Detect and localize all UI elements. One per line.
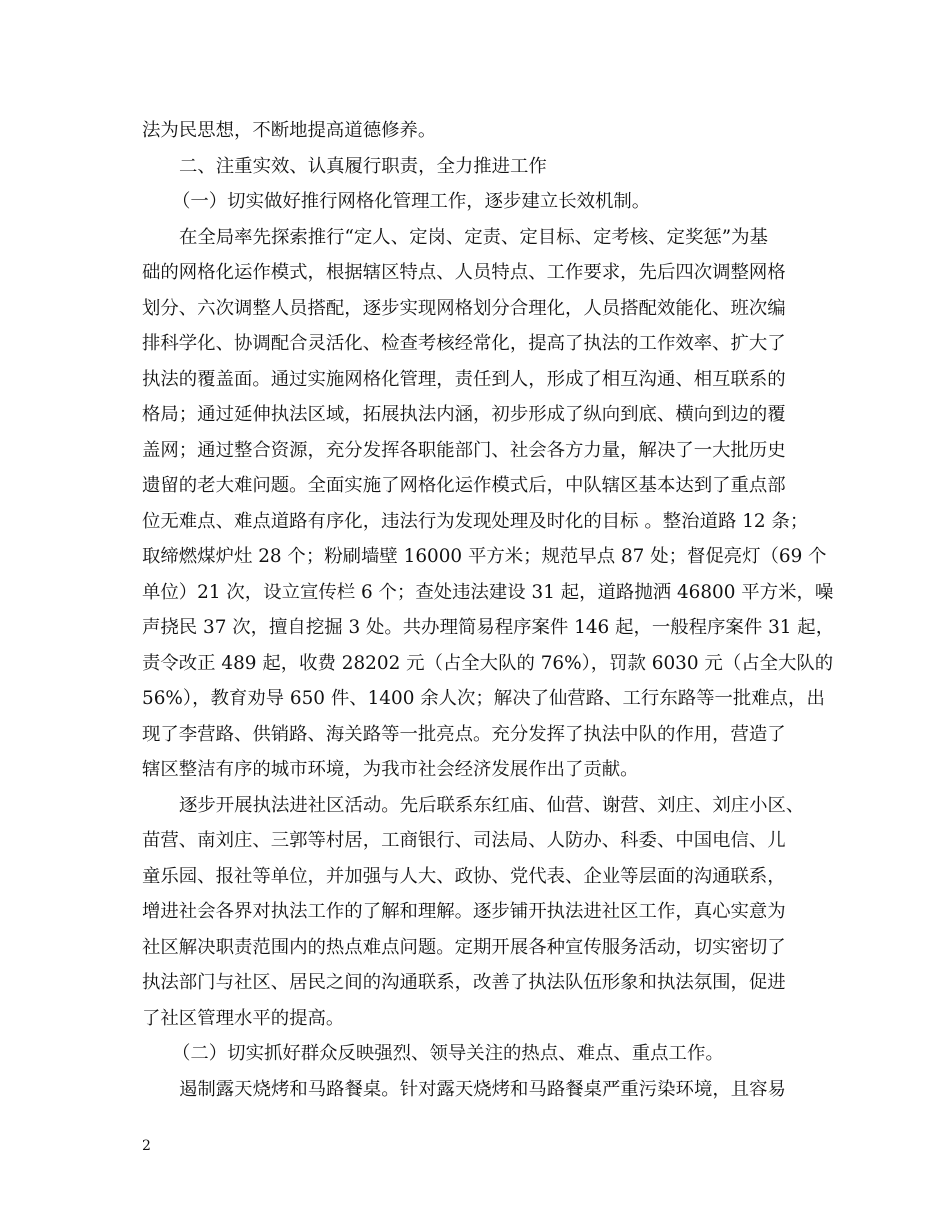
text-line-6: 划分、六次调整人员搭配，逐步实现网格划分合理化，人员搭配效能化、班次编 — [142, 297, 786, 319]
text-line-24: 社区解决职责范围内的热点难点问题。定期开展各种宣传服务活动，切实密切了 — [142, 936, 786, 958]
text-line-4: 在全局率先探索推行“定人、定岗、定责、定目标、定考核、定奖惩”为基 — [179, 226, 768, 248]
text-line-26: 了社区管理水平的提高。 — [142, 1007, 345, 1029]
text-line-15: 声挠民 37 次，擅自挖掘 3 处。共办理简易程序案件 146 起，一般程序案件 31 起， — [142, 617, 835, 638]
page-number: 2 — [142, 1138, 151, 1154]
text-line-19: 辖区整洁有序的城市环境，为我市社会经济发展作出了贡献。 — [142, 759, 639, 780]
text-line-8: 执法的覆盖面。通过实施网格化管理，责任到人，形成了相互沟通、相互联系的 — [142, 368, 786, 390]
text-line-16: 责令改正 489 起，收费 28202 元（占全大队的 76%），罚款 6030 元（占全大队的 — [142, 652, 834, 674]
text-line-1: 法为民思想，不断地提高道德修养。 — [142, 120, 437, 141]
text-line-18: 现了李营路、供销路、海关路等一批亮点。充分发挥了执法中队的作用，营造了 — [142, 723, 786, 745]
subsection-heading-2: （二）切实抓好群众反映强烈、领导关注的热点、难点、重点工作。 — [172, 1043, 724, 1064]
text-line-13: 取缔燃煤炉灶 28 个；粉刷墙壁 16000 平方米；规范早点 87 处；督促亮灯（69 个 — [142, 546, 827, 567]
text-line-22: 童乐园、报社等单位，并加强与人大、政协、党代表、企业等层面的沟通联系， — [142, 865, 786, 887]
text-line-12: 位无难点、难点道路有序化，违法行为发现处理及时化的目标 。整治道路 12 条； — [142, 510, 809, 532]
text-line-9: 格局；通过延伸执法区域，拓展执法内涵，初步形成了纵向到底、横向到边的覆 — [142, 404, 786, 425]
subsection-heading-1: （一）切实做好推行网格化管理工作，逐步建立长效机制。 — [172, 191, 651, 212]
text-line-7: 排科学化、协调配合灵活化、检查考核经常化，提高了执法的工作效率、扩大了 — [142, 333, 786, 354]
document-body — [142, 113, 835, 1107]
text-line-11: 遗留的老大难问题。全面实施了网格化运作模式后，中队辖区基本达到了重点部 — [142, 475, 786, 496]
section-heading-2: 二、注重实效、认真履行职责，全力推进工作 — [179, 155, 547, 177]
text-line-5: 础的网格化运作模式，根据辖区特点、人员特点、工作要求，先后四次调整网格 — [142, 262, 786, 283]
text-line-23: 增进社会各界对执法工作的了解和理解。逐步铺开执法进社区工作，真心实意为 — [142, 901, 786, 922]
text-line-17: 56%），教育劝导 650 件、1400 余人次；解决了仙营路、工行东路等一批难点，出 — [142, 688, 825, 709]
text-line-28: 遏制露天烧烤和马路餐桌。针对露天烧烤和马路餐桌严重污染环境，且容易 — [179, 1078, 786, 1100]
text-line-14: 单位）21 次，设立宣传栏 6 个；查处违法建设 31 起，道路抛洒 46800 平方米，噪 — [142, 581, 834, 603]
text-line-10: 盖网；通过整合资源，充分发挥各职能部门、社会各方力量，解决了一大批历史 — [142, 439, 786, 461]
text-line-25: 执法部门与社区、居民之间的沟通联系，改善了执法队伍形象和执法氛围，促进 — [142, 972, 786, 993]
text-line-20: 逐步开展执法进社区活动。先后联系东红庙、仙营、谢营、刘庄、刘庄小区、 — [179, 794, 805, 816]
text-line-21: 苗营、南刘庄、三郭等村居，工商银行、司法局、人防办、科委、中国电信、儿 — [142, 830, 786, 851]
